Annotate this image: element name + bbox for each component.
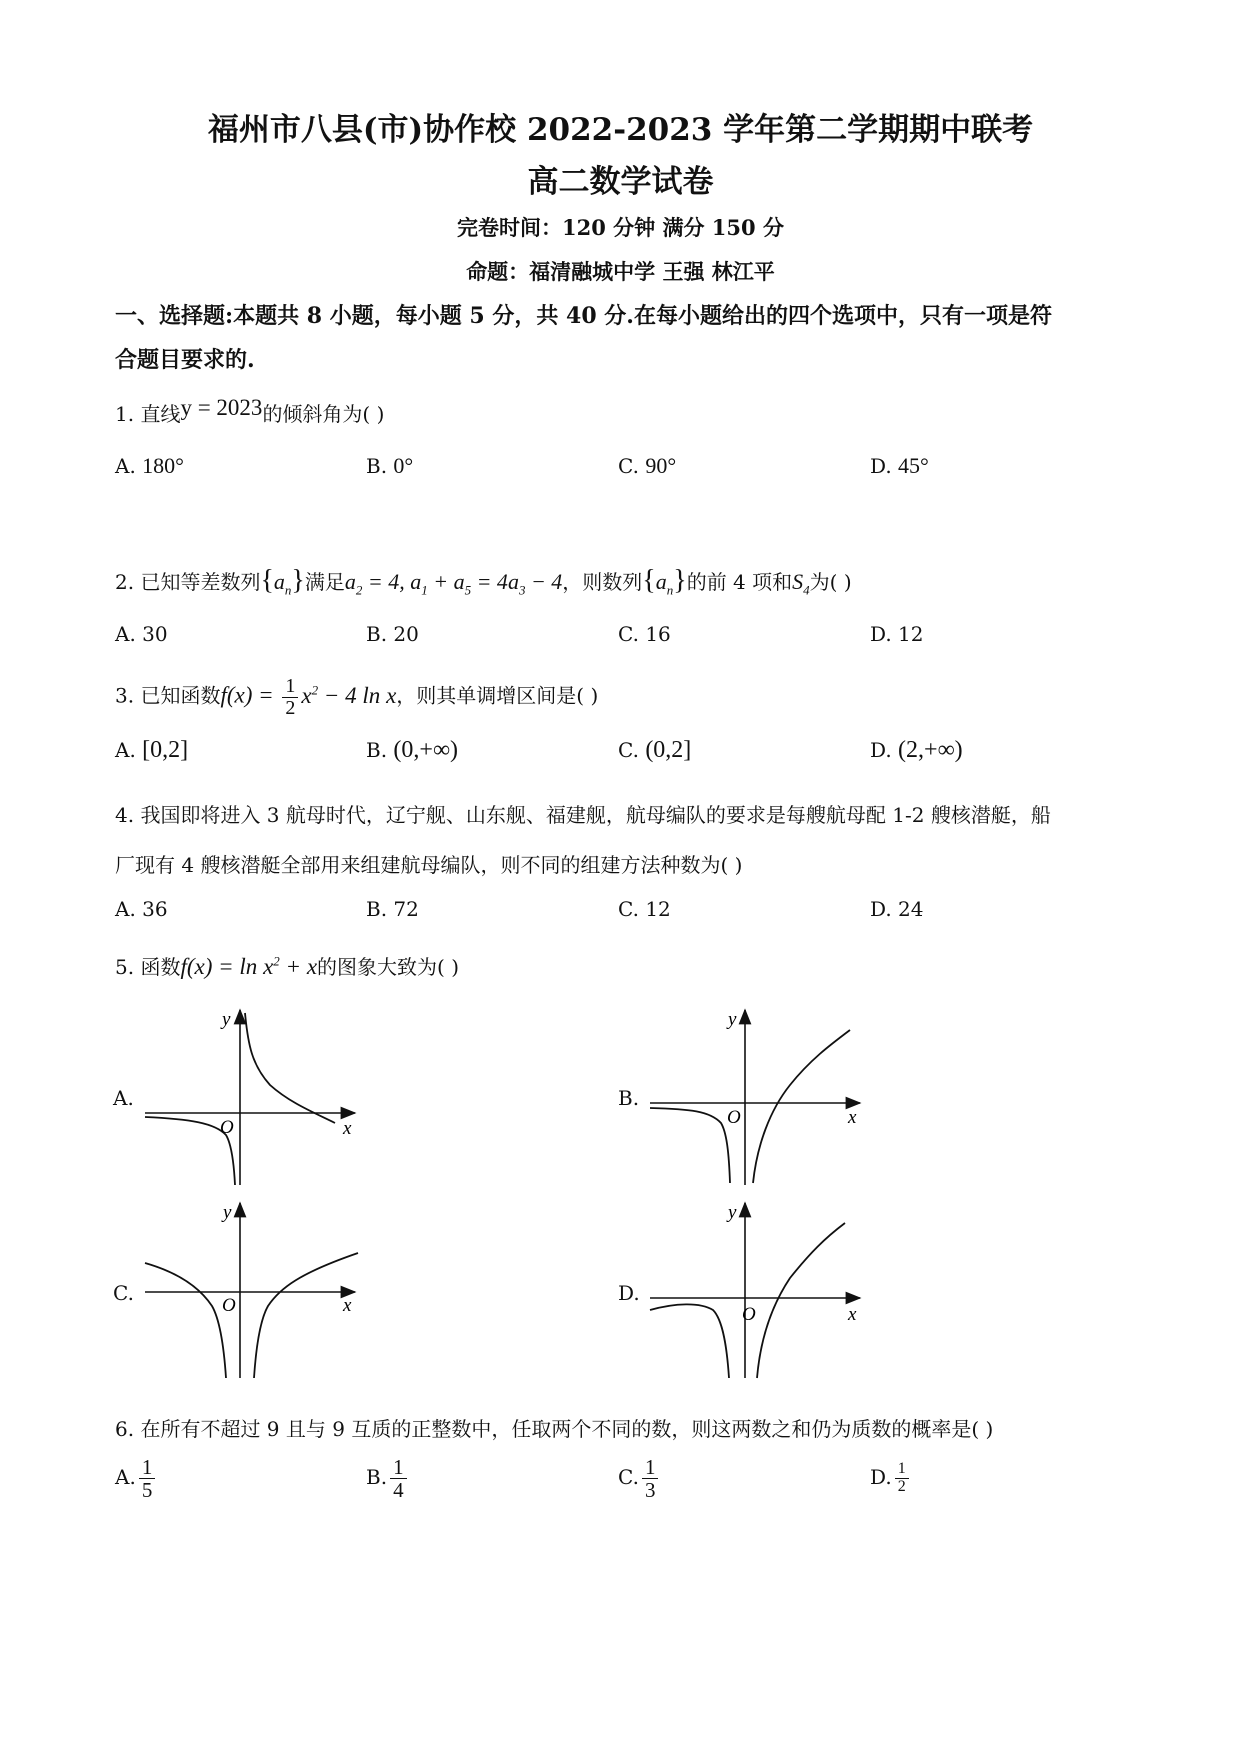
q6-option-c[interactable]: C. $\frac{1}{3}$ xyxy=(618,1447,661,1507)
y-axis-label: y xyxy=(728,1009,737,1030)
q2-option-d[interactable]: D. 12 xyxy=(870,622,924,646)
q3-option-c[interactable]: C. (0,2] xyxy=(618,737,692,763)
q2-option-c[interactable]: C. 16 xyxy=(618,622,671,646)
graph-option-a[interactable] xyxy=(140,1005,370,1190)
question-1 xyxy=(115,395,385,427)
math-expression: $f(x) = \ln x^2 + x$ xyxy=(180,953,318,979)
origin-label: O xyxy=(222,1295,236,1316)
x-axis-label: x xyxy=(848,1304,857,1325)
x-axis-label: x xyxy=(343,1118,352,1139)
x-axis-label: x xyxy=(848,1107,857,1128)
exam-subtitle: 高二数学试卷 xyxy=(527,164,714,200)
question-text: 的倾斜角为( ) xyxy=(262,402,385,426)
curve-right xyxy=(757,1223,845,1378)
origin-label: O xyxy=(220,1117,234,1138)
exam-time-info: 完卷时间：120 分钟 满分 150 分 xyxy=(457,215,784,240)
q3-option-b[interactable]: B. (0,+∞) xyxy=(366,737,459,763)
q5-option-a[interactable]: A. xyxy=(113,1086,134,1110)
curve-right xyxy=(245,1013,335,1123)
q1-option-c[interactable]: C. 90° xyxy=(618,453,677,478)
q2-option-b[interactable]: B. 20 xyxy=(366,622,419,646)
q4-option-b[interactable]: B. 72 xyxy=(366,897,419,921)
q1-option-b[interactable]: B. 0° xyxy=(366,453,414,478)
question-number: 1. xyxy=(115,402,135,426)
question-6: 6. 在所有不超过 9 且与 9 互质的正整数中，任取两个不同的数，则这两数之和仍为质数的概率是( ) xyxy=(115,1417,994,1441)
x-axis-label: x xyxy=(343,1295,352,1316)
y-axis-label: y xyxy=(728,1202,737,1223)
question-text: 直线 xyxy=(140,402,181,426)
q6-option-d[interactable]: D. $\frac{1}{2}$ xyxy=(870,1447,912,1507)
curve-left xyxy=(650,1304,729,1378)
exam-title: 福州市八县(市)协作校 2022-2023 学年第二学期期中联考 xyxy=(207,112,1034,148)
math-expression: f(x) = xyxy=(220,682,280,708)
graph-option-b[interactable] xyxy=(645,1005,875,1190)
q3-option-d[interactable]: D. (2,+∞) xyxy=(870,737,963,763)
q6-option-a[interactable]: A. $\frac{1}{5}$ xyxy=(115,1447,158,1507)
y-axis-label: y xyxy=(223,1202,232,1223)
curve-left xyxy=(650,1108,730,1183)
section-heading-line2: 合题目要求的. xyxy=(115,347,255,373)
q2-option-a[interactable]: A. 30 xyxy=(115,622,168,646)
y-axis-label: y xyxy=(222,1009,231,1030)
q5-option-b[interactable]: B. xyxy=(618,1086,640,1110)
curve-right xyxy=(753,1030,850,1183)
graph-option-c[interactable] xyxy=(140,1198,370,1383)
question-2: 2. 已知等差数列$\{a_n\}$满足$a_2 = 4$, $a_1 + a_5 = 4a_3 - 4$，则数列$\{a_n\}$的前 4 项和$S_4$为( ) xyxy=(115,565,852,598)
origin-label: O xyxy=(742,1304,756,1325)
question-3: 3. 已知函数f(x) = $\frac{1}{2}$ $x^2 - 4$ ln x，则其单调增区间是( ) xyxy=(115,674,599,719)
q5-option-d[interactable]: D. xyxy=(618,1281,640,1305)
graph-option-d[interactable] xyxy=(645,1198,875,1383)
math-expression: $a_2 = 4$, $a_1 + a_5 = 4a_3 - 4$ xyxy=(344,569,563,598)
question-4-line1: 4. 我国即将进入 3 航母时代，辽宁舰、山东舰、福建舰，航母编队的要求是每艘航母配 1-2 艘核潜艇，船 xyxy=(115,803,1051,827)
math-expression: y = 2023 xyxy=(180,395,263,420)
q5-option-c[interactable]: C. xyxy=(113,1281,134,1305)
q3-option-a[interactable]: A. [0,2] xyxy=(115,737,189,763)
q1-option-d[interactable]: D. 45° xyxy=(870,453,929,478)
origin-label: O xyxy=(727,1107,741,1128)
question-5: 5. 函数$f(x) = \ln x^2 + x$的图象大致为( ) xyxy=(115,953,459,979)
q4-option-c[interactable]: C. 12 xyxy=(618,897,671,921)
section-heading-line1: 一、选择题:本题共 8 小题，每小题 5 分，共 40 分.在每小题给出的四个选项中，只有一项是符 xyxy=(115,303,1052,329)
question-4-line2: 厂现有 4 艘核潜艇全部用来组建航母编队，则不同的组建方法种数为( ) xyxy=(115,853,743,877)
q1-option-a[interactable]: A. 180° xyxy=(115,453,184,478)
curve-left xyxy=(145,1263,226,1378)
q6-option-b[interactable]: B. $\frac{1}{4}$ xyxy=(366,1447,410,1507)
q4-option-d[interactable]: D. 24 xyxy=(870,897,924,921)
q4-option-a[interactable]: A. 36 xyxy=(115,897,168,921)
exam-author-info: 命题：福清融城中学 王强 林江平 xyxy=(466,259,775,284)
